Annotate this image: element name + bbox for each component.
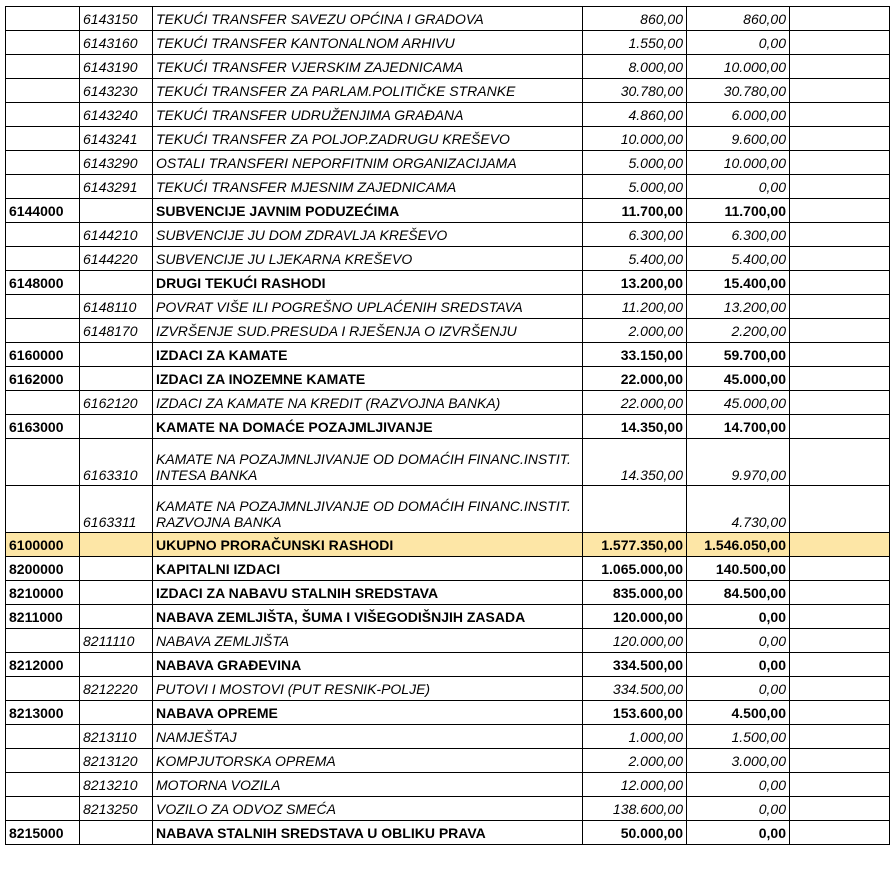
subaccount-code-cell: 8213120: [80, 749, 153, 773]
account-code-cell: [6, 773, 80, 797]
amount-plan-cell: 138.600,00: [583, 797, 687, 821]
group-row: [6, 821, 890, 845]
budget-table: [5, 6, 890, 845]
amount-revised-cell: 9.600,00: [687, 127, 790, 151]
empty-cell: [790, 439, 890, 486]
empty-cell: [790, 605, 890, 629]
line-item-row: [6, 55, 890, 79]
empty-cell: [790, 557, 890, 581]
amount-plan-cell: 11.700,00: [583, 199, 687, 223]
account-code-cell: [6, 223, 80, 247]
amount-revised-cell: 0,00: [687, 773, 790, 797]
line-item-row: [6, 319, 890, 343]
account-code-cell: [6, 7, 80, 31]
description-cell: TEKUĆI TRANSFER MJESNIM ZAJEDNICAMA: [153, 175, 583, 199]
account-code-cell: 8210000: [6, 581, 80, 605]
subaccount-code-cell: [80, 199, 153, 223]
description-cell: TEKUĆI TRANSFER KANTONALNOM ARHIVU: [153, 31, 583, 55]
empty-cell: [790, 773, 890, 797]
amount-revised-cell: 860,00: [687, 7, 790, 31]
description-cell: KAMATE NA POZAJMNLJIVANJE OD DOMAĆIH FINANC.INSTIT. RAZVOJNA BANKA: [153, 486, 583, 533]
account-code-cell: [6, 175, 80, 199]
account-code-cell: [6, 295, 80, 319]
account-code-cell: [6, 103, 80, 127]
subaccount-code-cell: [80, 821, 153, 845]
account-code-cell: 8215000: [6, 821, 80, 845]
description-cell: KAMATE NA DOMAĆE POZAJMLJIVANJE: [153, 415, 583, 439]
account-code-cell: 6163000: [6, 415, 80, 439]
description-cell: IZDACI ZA INOZEMNE KAMATE: [153, 367, 583, 391]
account-code-cell: 6148000: [6, 271, 80, 295]
account-code-cell: [6, 439, 80, 486]
amount-plan-cell: 33.150,00: [583, 343, 687, 367]
line-item-row: [6, 391, 890, 415]
group-row: [6, 701, 890, 725]
empty-cell: [790, 319, 890, 343]
subaccount-code-cell: 6162120: [80, 391, 153, 415]
line-item-row: [6, 629, 890, 653]
account-code-cell: [6, 725, 80, 749]
line-item-row: [6, 773, 890, 797]
account-code-cell: [6, 749, 80, 773]
budget-table-body: [6, 7, 890, 845]
subaccount-code-cell: 6143241: [80, 127, 153, 151]
subaccount-code-cell: [80, 367, 153, 391]
account-code-cell: 6160000: [6, 343, 80, 367]
description-cell: TEKUĆI TRANSFER ZA PARLAM.POLITIČKE STRANKE: [153, 79, 583, 103]
empty-cell: [790, 295, 890, 319]
line-item-row: [6, 79, 890, 103]
amount-plan-cell: 13.200,00: [583, 271, 687, 295]
amount-plan-cell: 30.780,00: [583, 79, 687, 103]
amount-plan-cell: 5.000,00: [583, 175, 687, 199]
subaccount-code-cell: [80, 533, 153, 557]
amount-revised-cell: 0,00: [687, 31, 790, 55]
description-cell: KAMATE NA POZAJMNLJIVANJE OD DOMAĆIH FINANC.INSTIT. INTESA BANKA: [153, 439, 583, 486]
description-cell: UKUPNO PRORAČUNSKI RASHODI: [153, 533, 583, 557]
amount-revised-cell: 45.000,00: [687, 367, 790, 391]
empty-cell: [790, 629, 890, 653]
amount-revised-cell: 0,00: [687, 821, 790, 845]
description-cell: NABAVA STALNIH SREDSTAVA U OBLIKU PRAVA: [153, 821, 583, 845]
line-item-row: [6, 486, 890, 533]
subaccount-code-cell: [80, 343, 153, 367]
amount-plan-cell: 120.000,00: [583, 605, 687, 629]
description-cell: NABAVA ZEMLJIŠTA, ŠUMA I VIŠEGODIŠNJIH ZASADA: [153, 605, 583, 629]
line-item-row: [6, 439, 890, 486]
line-item-row: [6, 175, 890, 199]
amount-plan-cell: 334.500,00: [583, 653, 687, 677]
account-code-cell: 8200000: [6, 557, 80, 581]
amount-plan-cell: 120.000,00: [583, 629, 687, 653]
line-item-row: [6, 725, 890, 749]
amount-revised-cell: 10.000,00: [687, 55, 790, 79]
line-item-row: [6, 247, 890, 271]
amount-plan-cell: 11.200,00: [583, 295, 687, 319]
group-row: [6, 343, 890, 367]
amount-plan-cell: 50.000,00: [583, 821, 687, 845]
line-item-row: [6, 677, 890, 701]
subaccount-code-cell: 6143291: [80, 175, 153, 199]
subaccount-code-cell: 6144220: [80, 247, 153, 271]
amount-plan-cell: 1.550,00: [583, 31, 687, 55]
account-code-cell: [6, 319, 80, 343]
amount-plan-cell: 2.000,00: [583, 749, 687, 773]
subaccount-code-cell: 8213210: [80, 773, 153, 797]
account-code-cell: [6, 391, 80, 415]
description-cell: MOTORNA VOZILA: [153, 773, 583, 797]
subaccount-code-cell: 6143160: [80, 31, 153, 55]
empty-cell: [790, 79, 890, 103]
line-item-row: [6, 295, 890, 319]
subaccount-code-cell: 8212220: [80, 677, 153, 701]
subaccount-code-cell: [80, 415, 153, 439]
line-item-row: [6, 103, 890, 127]
description-cell: NABAVA ZEMLJIŠTA: [153, 629, 583, 653]
empty-cell: [790, 486, 890, 533]
account-code-cell: 8211000: [6, 605, 80, 629]
amount-revised-cell: 4.730,00: [687, 486, 790, 533]
group-row: [6, 605, 890, 629]
amount-plan-cell: 153.600,00: [583, 701, 687, 725]
account-code-cell: 8212000: [6, 653, 80, 677]
group-row: [6, 271, 890, 295]
group-row: [6, 557, 890, 581]
empty-cell: [790, 367, 890, 391]
amount-plan-cell: 334.500,00: [583, 677, 687, 701]
empty-cell: [790, 127, 890, 151]
empty-cell: [790, 725, 890, 749]
empty-cell: [790, 821, 890, 845]
empty-cell: [790, 343, 890, 367]
description-cell: IZDACI ZA KAMATE NA KREDIT (RAZVOJNA BANKA): [153, 391, 583, 415]
amount-plan-cell: 5.000,00: [583, 151, 687, 175]
amount-revised-cell: 15.400,00: [687, 271, 790, 295]
line-item-row: [6, 31, 890, 55]
amount-revised-cell: 30.780,00: [687, 79, 790, 103]
amount-revised-cell: 5.400,00: [687, 247, 790, 271]
amount-revised-cell: 4.500,00: [687, 701, 790, 725]
subaccount-code-cell: 6148170: [80, 319, 153, 343]
group-row: [6, 415, 890, 439]
account-code-cell: [6, 629, 80, 653]
amount-revised-cell: 0,00: [687, 605, 790, 629]
empty-cell: [790, 223, 890, 247]
subaccount-code-cell: 8213110: [80, 725, 153, 749]
empty-cell: [790, 653, 890, 677]
group-row: [6, 199, 890, 223]
subaccount-code-cell: 6148110: [80, 295, 153, 319]
subaccount-code-cell: 6144210: [80, 223, 153, 247]
description-cell: DRUGI TEKUĆI RASHODI: [153, 271, 583, 295]
subaccount-code-cell: 6143240: [80, 103, 153, 127]
account-code-cell: [6, 31, 80, 55]
line-item-row: [6, 223, 890, 247]
empty-cell: [790, 581, 890, 605]
amount-revised-cell: 3.000,00: [687, 749, 790, 773]
empty-cell: [790, 391, 890, 415]
account-code-cell: [6, 151, 80, 175]
account-code-cell: 6162000: [6, 367, 80, 391]
amount-plan-cell: 1.000,00: [583, 725, 687, 749]
account-code-cell: [6, 127, 80, 151]
description-cell: IZVRŠENJE SUD.PRESUDA I RJEŠENJA O IZVRŠENJU: [153, 319, 583, 343]
empty-cell: [790, 415, 890, 439]
amount-plan-cell: 835.000,00: [583, 581, 687, 605]
empty-cell: [790, 701, 890, 725]
description-cell: TEKUĆI TRANSFER SAVEZU OPĆINA I GRADOVA: [153, 7, 583, 31]
amount-revised-cell: 6.300,00: [687, 223, 790, 247]
account-code-cell: [6, 797, 80, 821]
account-code-cell: 6100000: [6, 533, 80, 557]
amount-plan-cell: 14.350,00: [583, 415, 687, 439]
amount-plan-cell: 1.577.350,00: [583, 533, 687, 557]
subaccount-code-cell: [80, 557, 153, 581]
line-item-row: [6, 151, 890, 175]
empty-cell: [790, 677, 890, 701]
amount-revised-cell: 140.500,00: [687, 557, 790, 581]
subaccount-code-cell: 8213250: [80, 797, 153, 821]
amount-plan-cell: 860,00: [583, 7, 687, 31]
amount-revised-cell: 13.200,00: [687, 295, 790, 319]
description-cell: IZDACI ZA KAMATE: [153, 343, 583, 367]
description-cell: SUBVENCIJE JU LJEKARNA KREŠEVO: [153, 247, 583, 271]
line-item-row: [6, 7, 890, 31]
description-cell: SUBVENCIJE JAVNIM PODUZEĆIMA: [153, 199, 583, 223]
amount-plan-cell: [583, 486, 687, 533]
group-row: [6, 367, 890, 391]
empty-cell: [790, 271, 890, 295]
amount-revised-cell: 0,00: [687, 677, 790, 701]
amount-revised-cell: 11.700,00: [687, 199, 790, 223]
amount-plan-cell: 14.350,00: [583, 439, 687, 486]
subaccount-code-cell: [80, 653, 153, 677]
account-code-cell: [6, 486, 80, 533]
subaccount-code-cell: [80, 271, 153, 295]
empty-cell: [790, 103, 890, 127]
account-code-cell: 6144000: [6, 199, 80, 223]
amount-revised-cell: 0,00: [687, 629, 790, 653]
line-item-row: [6, 127, 890, 151]
amount-revised-cell: 0,00: [687, 797, 790, 821]
description-cell: OSTALI TRANSFERI NEPORFITNIM ORGANIZACIJAMA: [153, 151, 583, 175]
line-item-row: [6, 797, 890, 821]
account-code-cell: [6, 677, 80, 701]
description-cell: TEKUĆI TRANSFER VJERSKIM ZAJEDNICAMA: [153, 55, 583, 79]
empty-cell: [790, 797, 890, 821]
amount-plan-cell: 2.000,00: [583, 319, 687, 343]
group-row: [6, 581, 890, 605]
amount-plan-cell: 6.300,00: [583, 223, 687, 247]
account-code-cell: 8213000: [6, 701, 80, 725]
empty-cell: [790, 55, 890, 79]
description-cell: TEKUĆI TRANSFER ZA POLJOP.ZADRUGU KREŠEVO: [153, 127, 583, 151]
description-cell: VOZILO ZA ODVOZ SMEĆA: [153, 797, 583, 821]
total-row: [6, 533, 890, 557]
amount-revised-cell: 45.000,00: [687, 391, 790, 415]
subaccount-code-cell: [80, 581, 153, 605]
amount-revised-cell: 14.700,00: [687, 415, 790, 439]
description-cell: PUTOVI I MOSTOVI (PUT RESNIK-POLJE): [153, 677, 583, 701]
amount-revised-cell: 6.000,00: [687, 103, 790, 127]
account-code-cell: [6, 79, 80, 103]
amount-revised-cell: 0,00: [687, 653, 790, 677]
amount-plan-cell: 22.000,00: [583, 391, 687, 415]
amount-revised-cell: 1.500,00: [687, 725, 790, 749]
description-cell: KOMPJUTORSKA OPREMA: [153, 749, 583, 773]
empty-cell: [790, 175, 890, 199]
amount-revised-cell: 59.700,00: [687, 343, 790, 367]
account-code-cell: [6, 247, 80, 271]
empty-cell: [790, 247, 890, 271]
subaccount-code-cell: [80, 701, 153, 725]
line-item-row: [6, 749, 890, 773]
subaccount-code-cell: 6143230: [80, 79, 153, 103]
description-cell: KAPITALNI IZDACI: [153, 557, 583, 581]
account-code-cell: [6, 55, 80, 79]
subaccount-code-cell: 6163311: [80, 486, 153, 533]
amount-revised-cell: 84.500,00: [687, 581, 790, 605]
empty-cell: [790, 151, 890, 175]
description-cell: NABAVA OPREME: [153, 701, 583, 725]
description-cell: NAMJEŠTAJ: [153, 725, 583, 749]
description-cell: IZDACI ZA NABAVU STALNIH SREDSTAVA: [153, 581, 583, 605]
subaccount-code-cell: 6143150: [80, 7, 153, 31]
description-cell: POVRAT VIŠE ILI POGREŠNO UPLAĆENIH SREDSTAVA: [153, 295, 583, 319]
subaccount-code-cell: [80, 605, 153, 629]
amount-plan-cell: 5.400,00: [583, 247, 687, 271]
description-cell: TEKUĆI TRANSFER UDRUŽENJIMA GRAĐANA: [153, 103, 583, 127]
amount-plan-cell: 22.000,00: [583, 367, 687, 391]
subaccount-code-cell: 6163310: [80, 439, 153, 486]
description-cell: NABAVA GRAĐEVINA: [153, 653, 583, 677]
amount-plan-cell: 10.000,00: [583, 127, 687, 151]
amount-plan-cell: 4.860,00: [583, 103, 687, 127]
empty-cell: [790, 31, 890, 55]
subaccount-code-cell: 6143290: [80, 151, 153, 175]
description-cell: SUBVENCIJE JU DOM ZDRAVLJA KREŠEVO: [153, 223, 583, 247]
empty-cell: [790, 199, 890, 223]
amount-revised-cell: 2.200,00: [687, 319, 790, 343]
empty-cell: [790, 533, 890, 557]
amount-revised-cell: 1.546.050,00: [687, 533, 790, 557]
group-row: [6, 653, 890, 677]
empty-cell: [790, 7, 890, 31]
amount-plan-cell: 8.000,00: [583, 55, 687, 79]
amount-revised-cell: 9.970,00: [687, 439, 790, 486]
empty-cell: [790, 749, 890, 773]
amount-revised-cell: 10.000,00: [687, 151, 790, 175]
subaccount-code-cell: 6143190: [80, 55, 153, 79]
amount-plan-cell: 1.065.000,00: [583, 557, 687, 581]
amount-plan-cell: 12.000,00: [583, 773, 687, 797]
amount-revised-cell: 0,00: [687, 175, 790, 199]
subaccount-code-cell: 8211110: [80, 629, 153, 653]
